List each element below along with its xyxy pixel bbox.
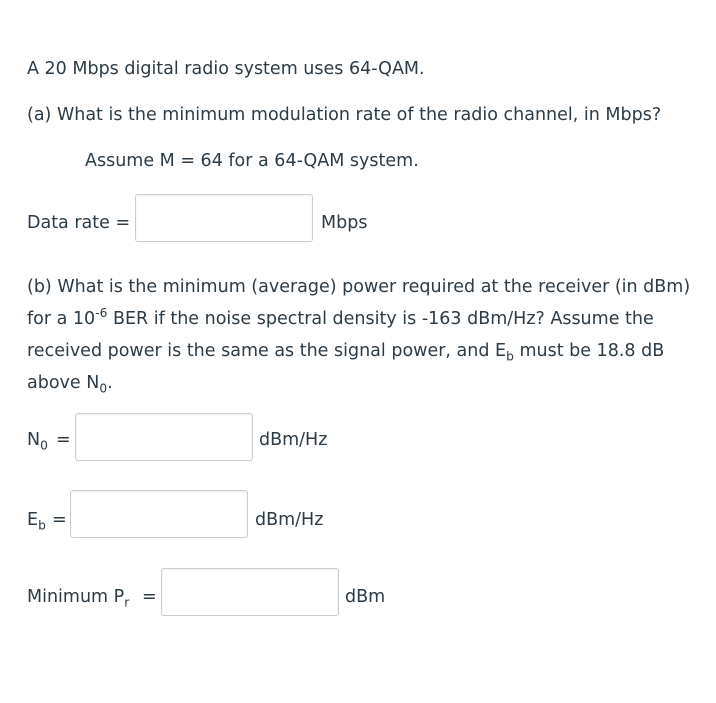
pr-label: [27, 587, 130, 610]
pr-label-sub: r: [124, 595, 130, 610]
n0-equals: =: [56, 430, 71, 450]
part-a-hint: Assume M = 64 for a 64-QAM system.: [85, 151, 419, 171]
pr-unit: dBm: [345, 587, 386, 607]
eb-label: [27, 510, 46, 533]
part-b-exponent: -6: [95, 306, 108, 321]
data-rate-input[interactable]: [135, 194, 313, 242]
pr-input[interactable]: [161, 568, 339, 616]
part-b-sub-0: 0: [99, 381, 108, 396]
eb-input[interactable]: [70, 490, 248, 538]
eb-equals: =: [52, 510, 67, 530]
data-rate-label: Data rate =: [27, 213, 131, 233]
part-b-text-1: (b) What is the minimum (average) power required at the receiver (in dBm) for a 10: [27, 277, 691, 329]
question-intro: A 20 Mbps digital radio system uses 64-QAM.: [27, 59, 425, 79]
eb-label-sub: b: [38, 518, 46, 533]
part-a-prompt: (a) What is the minimum modulation rate of the radio channel, in Mbps?: [27, 105, 662, 125]
n0-label: [27, 430, 48, 453]
n0-unit: dBm/Hz: [259, 430, 328, 450]
data-rate-unit: Mbps: [321, 213, 368, 233]
part-b-prompt: [27, 271, 697, 399]
part-b-text-3: must be 18.8 dB above N: [27, 341, 665, 393]
eb-unit: dBm/Hz: [255, 510, 324, 530]
n0-input[interactable]: [75, 413, 253, 461]
n0-label-main: N: [27, 430, 41, 450]
eb-label-main: E: [27, 510, 39, 530]
pr-equals: =: [142, 587, 157, 607]
n0-label-sub: 0: [40, 438, 48, 453]
part-b-text-4: .: [107, 373, 113, 393]
pr-label-main: Minimum P: [27, 587, 125, 607]
part-b-sub-b: b: [506, 349, 514, 364]
part-b-text-2: BER if the noise spectral density is -163 dBm/Hz? Assume the received power is the same as the signal power, and E: [27, 309, 654, 361]
